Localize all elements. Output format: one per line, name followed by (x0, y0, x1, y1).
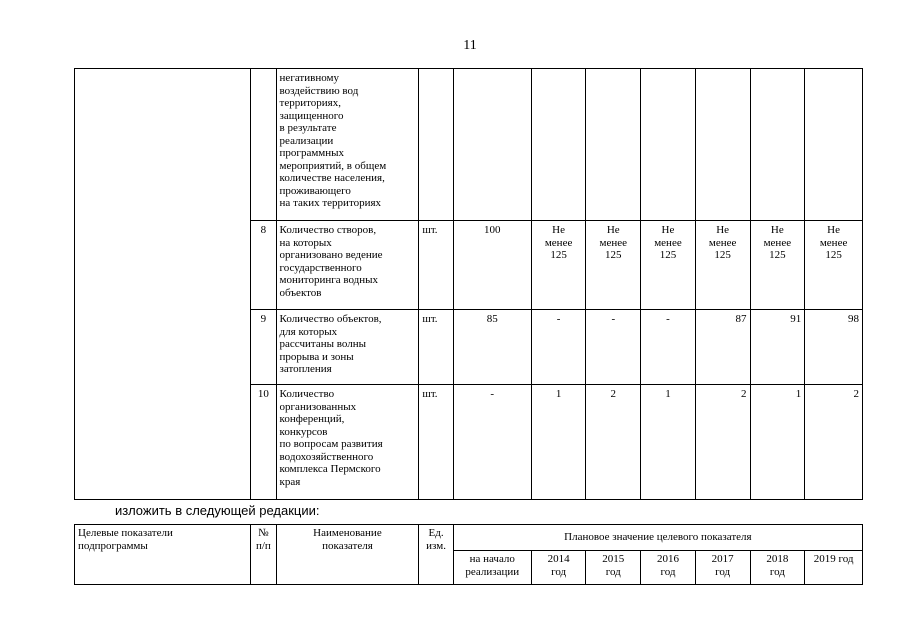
unit-cell: шт. (419, 310, 453, 385)
header-plan: Плановое значение целевого показателя (453, 525, 862, 551)
indicator-name-line: по вопросам развития (279, 438, 383, 450)
indicator-name-line: территориях, (279, 97, 341, 109)
targets-cell (75, 69, 251, 500)
header-year: 2017 год (695, 551, 750, 585)
unit-cell: шт. (419, 221, 453, 310)
year-value: 2 (805, 385, 863, 500)
year-value: - (641, 310, 696, 385)
header-year: 2018 год (750, 551, 805, 585)
year-value: Не менее 125 (586, 221, 641, 310)
year-value: Не менее 125 (531, 221, 586, 310)
year-value: 2 (695, 385, 750, 500)
indicator-name-line: защищенного (279, 109, 344, 122)
year-value (695, 69, 750, 221)
indicator-name-line: организовано ведение (279, 249, 383, 261)
indicator-name-line: конференций, (279, 413, 345, 425)
table-row (75, 69, 863, 221)
year-value (805, 69, 863, 221)
year-value: 87 (695, 310, 750, 385)
indicator-name-line: объектов (279, 286, 322, 299)
year-value: Не менее 125 (750, 221, 805, 310)
header-year: 2014 год (531, 551, 586, 585)
indicator-name-line: на которых (279, 236, 332, 249)
indicator-name-line: Количество объектов, (279, 313, 382, 325)
year-value (531, 69, 586, 221)
start-value: 85 (453, 310, 531, 385)
row-number: 9 (251, 310, 276, 385)
start-value (453, 69, 531, 221)
indicator-name-line: рассчитаны волны (279, 338, 366, 350)
indicator-name-line: мероприятий, в общем (279, 159, 387, 172)
indicator-name-line: прорыва и зоны (279, 350, 354, 363)
header-num: № п/п (251, 525, 276, 585)
indicator-name-line: для которых (279, 325, 338, 338)
header-year: 2015 год (586, 551, 641, 585)
year-value: Не менее 125 (695, 221, 750, 310)
indicator-name-line: на таких территориях (279, 197, 382, 209)
start-value: 100 (453, 221, 531, 310)
start-value: - (453, 385, 531, 500)
header-name: Наименование показателя (276, 525, 419, 585)
header-targets: Целевые показатели подпрограммы (75, 525, 251, 585)
year-value: - (586, 310, 641, 385)
year-value: Не менее 125 (641, 221, 696, 310)
indicator-name (276, 310, 419, 385)
header-year: 2016 год (641, 551, 696, 585)
indicator-name-line: комплекса Пермского (279, 463, 381, 475)
indicator-name-line: мониторинга водных (279, 274, 379, 286)
indicators-table-header (74, 524, 863, 585)
year-value: 98 (805, 310, 863, 385)
indicator-name-line: Количество (279, 388, 335, 400)
indicator-name-line: водохозяйственного (279, 450, 374, 463)
year-value: 91 (750, 310, 805, 385)
year-value: 1 (750, 385, 805, 500)
row-number: 10 (251, 385, 276, 500)
header-year: 2019 год (805, 551, 863, 585)
year-value: Не менее 125 (805, 221, 863, 310)
indicator-name-line: государственного (279, 261, 362, 274)
indicator-name-line: в результате (279, 122, 337, 134)
row-number: 8 (251, 221, 276, 310)
indicator-name-line: организованных (279, 400, 357, 413)
indicator-name-line: программных (279, 147, 345, 159)
indicator-name (276, 385, 419, 500)
year-value (750, 69, 805, 221)
indicator-name (276, 221, 419, 310)
indicator-name-line: проживающего (279, 184, 351, 197)
year-value (586, 69, 641, 221)
header-start: на начало реализации (453, 551, 531, 585)
intro-text: изложить в следующей редакции: (115, 503, 320, 518)
year-value: 1 (531, 385, 586, 500)
indicator-name-line: воздействию вод (279, 84, 359, 97)
unit-cell (419, 69, 453, 221)
year-value: 1 (641, 385, 696, 500)
row-number (251, 69, 276, 221)
indicator-name-line: Количество створов, (279, 224, 377, 236)
indicator-name-line: конкурсов (279, 425, 328, 438)
indicator-name-line: затопления (279, 363, 332, 375)
indicator-name (276, 69, 419, 221)
year-value: 2 (586, 385, 641, 500)
indicators-table-continuation (74, 68, 863, 500)
header-unit: Ед. изм. (419, 525, 453, 585)
indicator-name-line: края (279, 475, 301, 488)
page-number: 11 (463, 38, 477, 53)
indicator-name-line: количестве населения, (279, 172, 385, 184)
indicator-name-line: негативному (279, 72, 339, 84)
unit-cell: шт. (419, 385, 453, 500)
year-value (641, 69, 696, 221)
indicator-name-line: реализации (279, 134, 334, 147)
year-value: - (531, 310, 586, 385)
